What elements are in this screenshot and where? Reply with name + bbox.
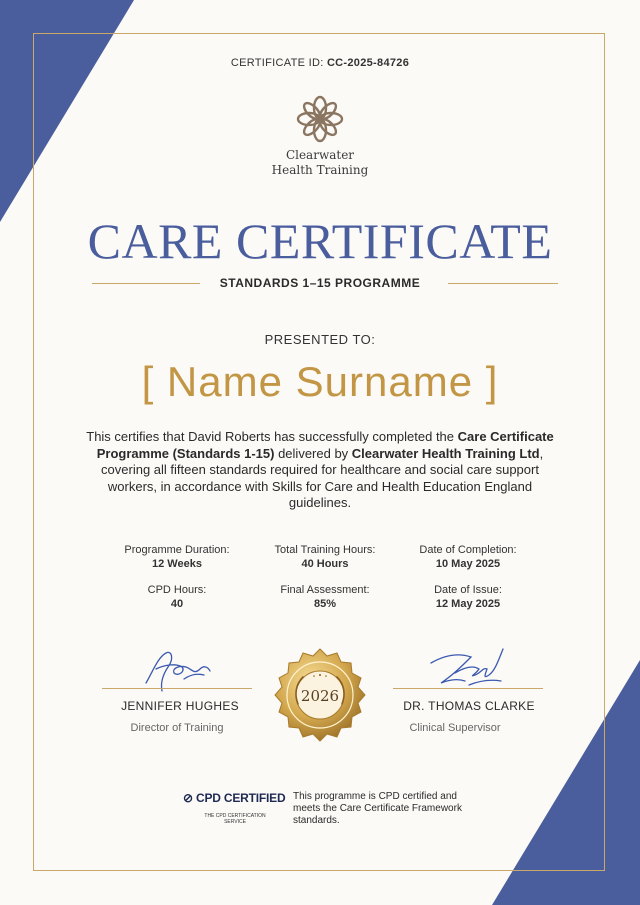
body-text-2: delivered by [274, 445, 352, 461]
recipient-name: [ Name Surname ] [141, 358, 499, 405]
signatory-role-right: Clinical Supervisor [409, 722, 501, 734]
organization-line1: Clearwater [285, 148, 355, 162]
organization-line2: Health Training [271, 163, 369, 177]
signature-line-left [102, 688, 252, 689]
body-text-3: , covering all fifteen standards required for healthcare and social care support workers, in accordance with Skills for Care and Health Education England guidelines. [101, 445, 544, 510]
stat-value: 12 May 2025 [435, 598, 501, 610]
stat-label: Date of Issue: [434, 584, 502, 596]
stat-programme-duration [102, 543, 252, 571]
stat-total-training-hours [250, 543, 400, 571]
cpd-badge-label: CPD CERTIFIED [196, 791, 286, 805]
seal-year: 2026 [300, 687, 340, 705]
certificate-id [0, 57, 640, 69]
stat-date-of-completion [393, 543, 543, 571]
body-text-1: This certifies that David Roberts has successfully completed the [86, 429, 458, 444]
signature-line-right [393, 688, 543, 689]
signatory-role-left: Director of Training [130, 722, 224, 734]
gold-seal [270, 646, 370, 744]
stat-label: Final Assessment: [280, 584, 370, 596]
stat-value: 40 [170, 598, 184, 610]
body-bold-programme: Care Certificate Programme (Standards 1-15) [96, 429, 554, 461]
certificate-id-value: CC-2025-84726 [326, 57, 410, 69]
stat-value: 12 Weeks [152, 558, 202, 570]
certificate-title: CARE CERTIFICATE [87, 213, 553, 269]
stat-value: 10 May 2025 [435, 558, 501, 570]
stat-label: CPD Hours: [147, 584, 207, 596]
stat-date-of-issue [393, 583, 543, 611]
body-bold-provider: Clearwater Health Training Ltd [351, 445, 540, 461]
stat-label: Programme Duration: [124, 544, 230, 556]
cpd-certified-badge [183, 791, 285, 805]
gold-seal-icon [270, 646, 370, 744]
signatory-name-left: JENNIFER HUGHES [121, 699, 239, 713]
flower-logo-icon [296, 95, 344, 143]
certificate-subtitle: STANDARDS 1–15 PROGRAMME [219, 276, 421, 290]
cpd-service-label: THE CPD CERTIFICATION SERVICE [204, 813, 266, 825]
certificate-id-label: CERTIFICATE ID: [230, 57, 324, 69]
signatory-name-right: DR. THOMAS CLARKE [403, 699, 535, 713]
stat-value: 40 Hours [301, 558, 349, 570]
stat-value: 85% [313, 598, 337, 610]
stat-label: Date of Completion: [419, 544, 517, 556]
stat-cpd-hours [102, 583, 252, 611]
organization-name [0, 148, 640, 178]
certificate-body [80, 429, 560, 512]
presented-to-label: PRESENTED TO: [264, 332, 376, 347]
check-circle-icon: ⊘ [183, 791, 193, 805]
stat-label: Total Training Hours: [274, 544, 376, 556]
stat-final-assessment [250, 583, 400, 611]
cpd-statement: This programme is CPD certified and meets the Care Certificate Framework standards. [293, 791, 462, 826]
